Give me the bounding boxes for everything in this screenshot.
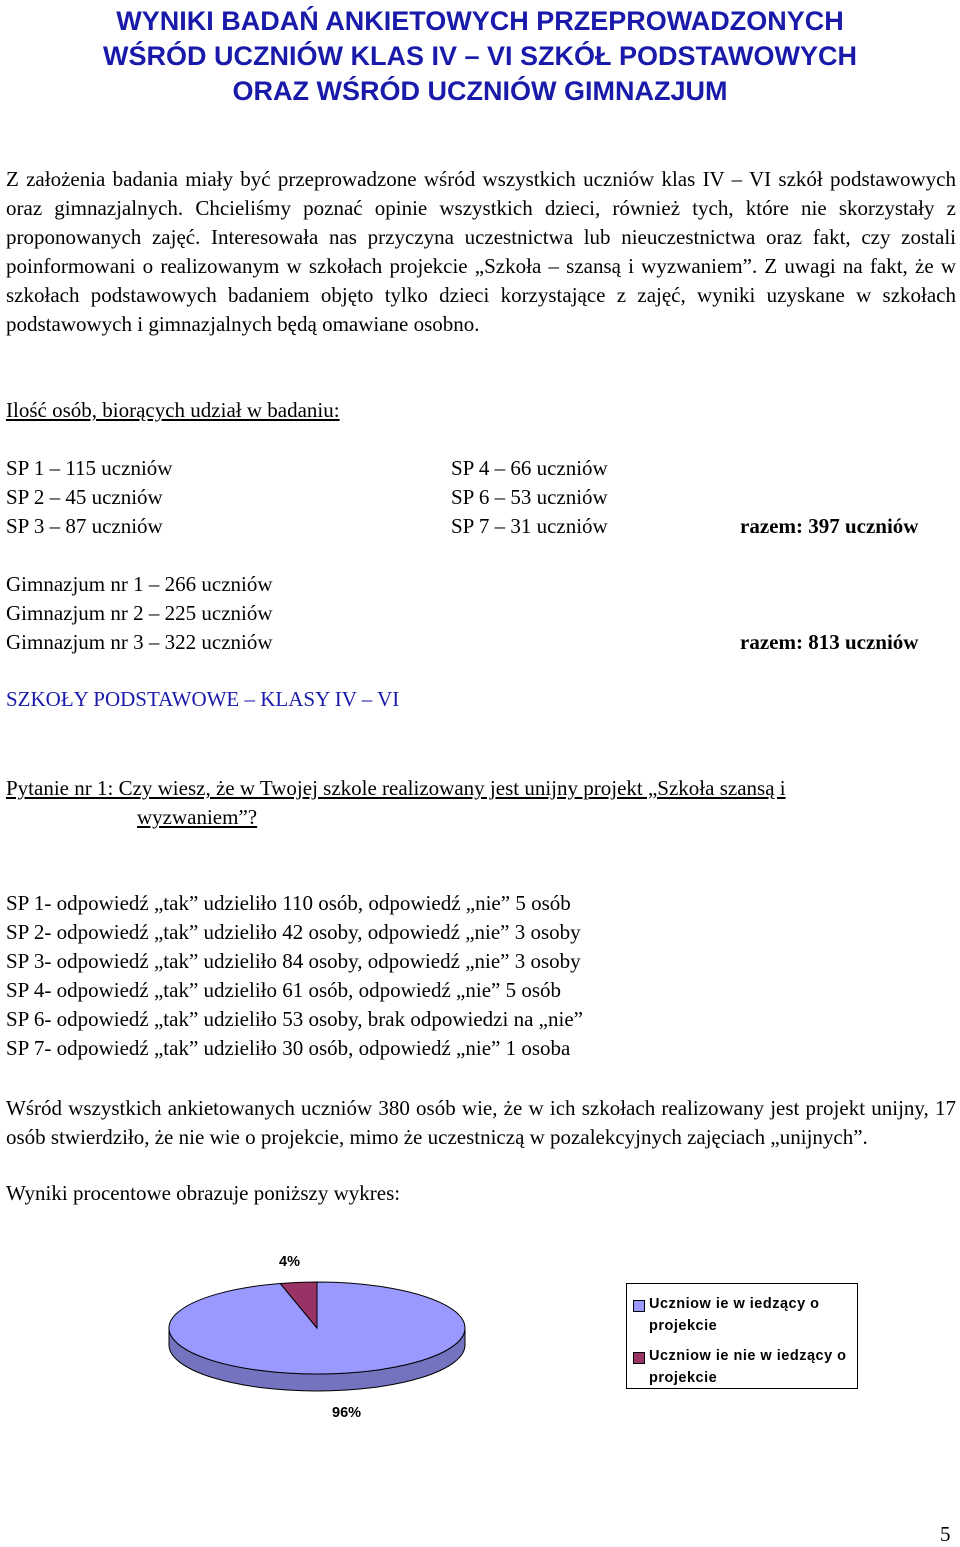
participants-heading: Ilość osób, biorących udział w badaniu:	[6, 398, 340, 422]
pie-slice-yes	[169, 1282, 465, 1374]
chart-legend	[626, 1283, 858, 1389]
sp-left-1: SP 1 – 115 uczniów	[6, 456, 173, 480]
sp-left-2: SP 2 – 45 uczniów	[6, 485, 163, 509]
legend-swatch-no	[633, 1352, 645, 1364]
answer-sp3: SP 3- odpowiedź „tak” udzieliło 84 osoby, odpowiedź „nie” 3 osoby	[6, 949, 581, 973]
answer-sp2: SP 2- odpowiedź „tak” udzieliło 42 osoby, odpowiedź „nie” 3 osoby	[6, 920, 581, 944]
gim-total: razem: 813 uczniów	[740, 630, 919, 654]
sp-total: razem: 397 uczniów	[740, 514, 919, 538]
page-title	[0, 4, 960, 109]
chart-intro: Wyniki procentowe obrazuje poniższy wykres:	[6, 1181, 401, 1205]
sp-right-3: SP 7 – 31 uczniów	[451, 514, 608, 538]
pie-slice-no	[280, 1282, 317, 1328]
data-label-yes: 96%	[332, 1405, 362, 1421]
sp-right-1: SP 4 – 66 uczniów	[451, 456, 608, 480]
answer-sp7: SP 7- odpowiedź „tak” udzieliło 30 osób, odpowiedź „nie” 1 osoba	[6, 1036, 571, 1060]
title-line-2: WŚRÓD UCZNIÓW KLAS IV – VI SZKÓŁ PODSTAWOWYCH	[103, 41, 857, 71]
data-label-no: 4%	[279, 1254, 300, 1270]
sp-left-3: SP 3 – 87 uczniów	[6, 514, 163, 538]
page-number: 5	[940, 1522, 951, 1546]
legend-label-yes: Uczniow ie w iedzący o projekcie	[649, 1296, 820, 1334]
legend-label-no: Uczniow ie nie w iedzący o projekcie	[649, 1348, 847, 1386]
pie-side-wall	[169, 1328, 465, 1391]
sp-right-2: SP 6 – 53 uczniów	[451, 485, 608, 509]
question-1-line-1: Pytanie nr 1: Czy wiesz, że w Twojej szkole realizowany jest unijny projekt „Szkoła szansą i	[6, 776, 786, 800]
answer-sp1: SP 1- odpowiedź „tak” udzieliło 110 osób, odpowiedź „nie” 5 osób	[6, 891, 571, 915]
intro-paragraph: Z założenia badania miały być przeprowadzone wśród wszystkich uczniów klas IV – VI szkół podstawowych oraz gimnazjalnych. Chcieliśmy poznać opinie wszystkich dzieci, również tych, które nie skorzystały z proponowanych zajęć. Interesowała nas przyczyna uczestnictwa lub nieuczestnictwa oraz fakt, czy zostali poinformowani o realizowanym w szkołach projekcie „Szkoła – szansą i wyzwaniem”. Z uwagi na fakt, że w szkołach podstawowych badaniem objęto tylko dzieci korzystające z zajęć, wyniki uzyskane w szkołach podstawowych i gimnazjalnych będą omawiane osobno.	[6, 167, 956, 336]
summary-paragraph: Wśród wszystkich ankietowanych uczniów 380 osób wie, że w ich szkołach realizowany jest projekt unijny, 17 osób stwierdziło, że nie wie o projekcie, mimo że uczestniczą w pozalekcyjnych zajęciach „unijnych”.	[6, 1096, 956, 1149]
title-line-3: ORAZ WŚRÓD UCZNIÓW GIMNAZJUM	[232, 76, 728, 106]
question-1	[6, 774, 956, 832]
gim-3: Gimnazjum nr 3 – 322 uczniów	[6, 630, 273, 654]
legend-swatch-yes	[633, 1300, 645, 1312]
gim-2: Gimnazjum nr 2 – 225 uczniów	[6, 601, 273, 625]
question-1-line-2: wyzwaniem”?	[137, 805, 258, 829]
section-heading: SZKOŁY PODSTAWOWE – KLASY IV – VI	[6, 687, 400, 711]
answer-sp4: SP 4- odpowiedź „tak” udzieliło 61 osób, odpowiedź „nie” 5 osób	[6, 978, 562, 1002]
title-line-1: WYNIKI BADAŃ ANKIETOWYCH PRZEPROWADZONYCH	[116, 6, 844, 36]
answer-sp6: SP 6- odpowiedź „tak” udzieliło 53 osoby, brak odpowiedzi na „nie”	[6, 1007, 583, 1031]
gim-1: Gimnazjum nr 1 – 266 uczniów	[6, 572, 273, 596]
